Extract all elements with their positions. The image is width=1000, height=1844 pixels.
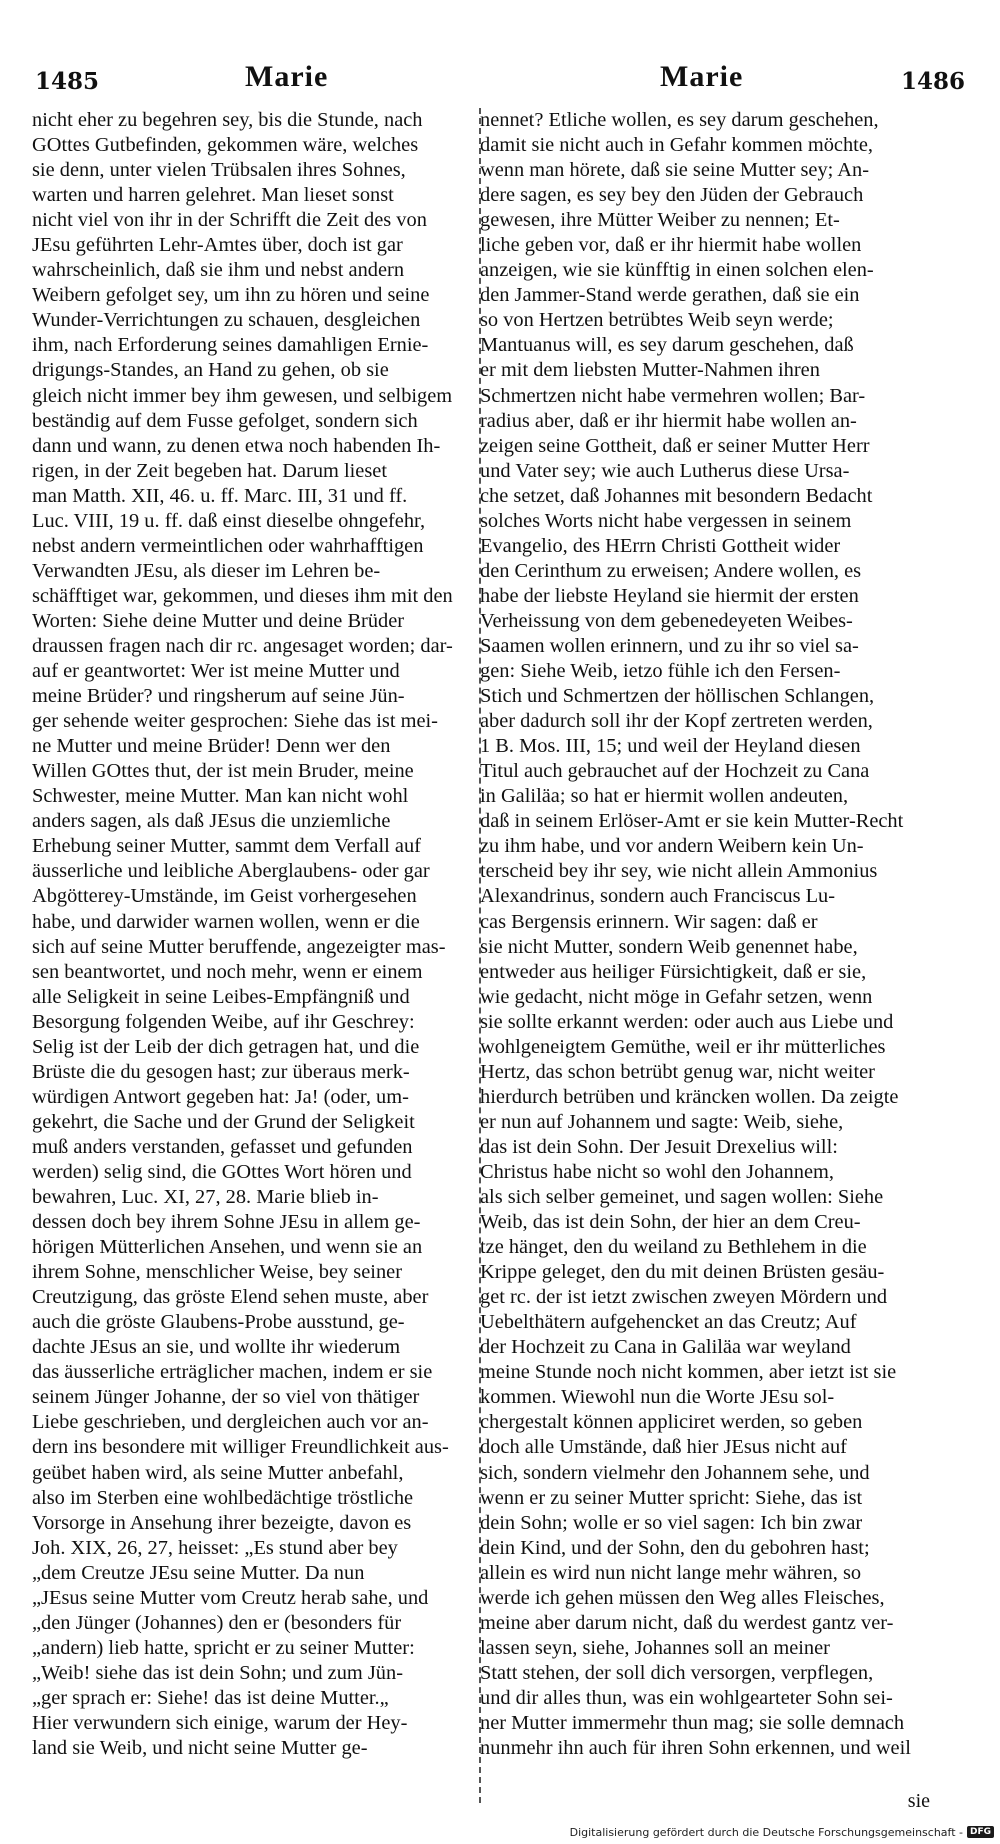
text-line: ner Mutter immermehr thun mag; sie solle demnach bbox=[480, 1712, 905, 1734]
text-line: Joh. XIX, 26, 27, heisset: „Es stund aber bey bbox=[32, 1536, 398, 1559]
text-line: so von Hertzen betrübtes Weib seyn werde; bbox=[480, 309, 834, 332]
text-line: warten und harren gelehret. Man lieset sonst bbox=[32, 184, 394, 207]
text-line: schäfftiget war, gekommen, und dieses ihm mit den bbox=[32, 584, 453, 607]
text-line: gleich nicht immer bey ihm gewesen, und selbigem bbox=[32, 384, 453, 407]
text-line: land sie Weib, und nicht seine Mutter ge- bbox=[32, 1737, 368, 1760]
text-line: muß anders verstanden, gefasset und gefunden bbox=[32, 1135, 413, 1158]
text-line: sie nicht Mutter, sondern Weib genennet habe, bbox=[480, 935, 858, 958]
text-line: bewahren, Luc. XI, 27, 28. Marie blieb in- bbox=[32, 1186, 379, 1209]
text-line: chergestalt können appliciret werden, so geben bbox=[480, 1411, 863, 1434]
text-line: das ist dein Sohn. Der Jesuit Drexelius will: bbox=[480, 1135, 838, 1158]
text-line: seinem Jünger Johanne, der so viel von thätiger bbox=[32, 1386, 420, 1409]
text-line: entweder aus heiliger Fürsichtigkeit, daß er sie, bbox=[480, 960, 867, 983]
text-line: Selig ist der Leib der dich getragen hat, und die bbox=[32, 1035, 420, 1058]
text-line: Statt stehen, der soll dich versorgen, verpflegen, bbox=[480, 1661, 874, 1684]
text-line: den Jammer-Stand werde gerathen, daß sie ein bbox=[480, 284, 860, 307]
text-line: damit sie nicht auch in Gefahr kommen möchte, bbox=[480, 134, 873, 157]
text-line: dein Sohn; wolle er so viel sagen: Ich bin zwar bbox=[480, 1511, 863, 1534]
text-line: wenn er zu seiner Mutter spricht: Siehe, das ist bbox=[480, 1486, 863, 1509]
text-line: zeigen seine Gottheit, daß er seiner Mutter Herr bbox=[480, 434, 870, 457]
text-line: ihrem Sohne, menschlicher Weise, bey seiner bbox=[32, 1261, 402, 1284]
text-line: drigungs-Standes, an Hand zu gehen, ob sie bbox=[32, 359, 389, 382]
text-line: man Matth. XII, 46. u. ff. Marc. III, 31 und ff. bbox=[32, 484, 408, 507]
text-line: den Cerinthum zu erweisen; Andere wollen, es bbox=[480, 559, 862, 582]
text-line: also im Sterben eine wohlbedächtige tröstliche bbox=[32, 1486, 414, 1509]
text-line: nebst andern vermeintlichen oder wahrhafftigen bbox=[32, 534, 424, 557]
text-line: hörigen Mütterlichen Ansehen, und wenn sie an bbox=[32, 1236, 423, 1259]
text-line: Saamen wollen erinnern, und zu ihr so viel sa- bbox=[480, 634, 859, 657]
text-line: wahrscheinlich, daß sie ihm und nebst andern bbox=[32, 259, 405, 282]
text-line: auch die gröste Glaubens-Probe ausstund, ge- bbox=[32, 1311, 405, 1334]
text-line: ne Mutter und meine Brüder! Denn wer den bbox=[32, 735, 391, 758]
text-line: sie denn, unter vielen Trübsalen ihres Sohnes, bbox=[32, 159, 406, 182]
text-line: „andern) lieb hatte, spricht er zu seiner Mutter: bbox=[32, 1636, 415, 1659]
text-line: dessen doch bey ihrem Sohne JEsu in allem ge- bbox=[32, 1211, 421, 1234]
text-line: würdigen Antwort gegeben hat: Ja! (oder, um- bbox=[32, 1085, 409, 1108]
text-line: der Hochzeit zu Cana in Galiläa war weyland bbox=[480, 1336, 851, 1359]
text-line: Brüste die du gesogen hast; zur überaus merk- bbox=[32, 1060, 410, 1083]
text-line: Mantuanus will, es sey darum geschehen, daß bbox=[480, 334, 854, 357]
text-line: und dir alles thun, was ein wohlgearteter Sohn sei- bbox=[480, 1686, 893, 1709]
text-line: „den Jünger (Johannes) den er (besonders für bbox=[32, 1611, 402, 1634]
text-line: sen beantwortet, und noch mehr, wenn er einem bbox=[32, 960, 423, 983]
text-line: Liebe geschrieben, und dergleichen auch vor an- bbox=[32, 1411, 429, 1434]
text-line: er nun auf Johannem und sagte: Weib, siehe, bbox=[480, 1110, 844, 1133]
text-line: Schwester, meine Mutter. Man kan nicht wohl bbox=[32, 785, 409, 808]
right-running-title: Marie bbox=[660, 60, 744, 93]
text-line: habe der liebste Heyland sie hiermit der ersten bbox=[480, 584, 859, 607]
text-line: gewesen, ihre Mütter Weiber zu nennen; Et- bbox=[480, 209, 840, 232]
text-line: „JEsus seine Mutter vom Creutz herab sahe, und bbox=[32, 1586, 429, 1609]
footer-text: Digitalisierung gefördert durch die Deutsche Forschungsgemeinschaft - bbox=[569, 1825, 963, 1839]
text-line: Hier verwundern sich einige, warum der Hey- bbox=[32, 1712, 408, 1734]
text-line: anders sagen, als daß JEsus die unziemliche bbox=[32, 810, 391, 833]
text-line: kommen. Wiewohl nun die Worte JEsu sol- bbox=[480, 1386, 835, 1409]
text-line: auf er geantwortet: Wer ist meine Mutter und bbox=[32, 660, 400, 683]
text-line: gekehrt, die Sache und der Grund der Seligkeit bbox=[32, 1110, 415, 1133]
text-line: Verwandten JEsu, als dieser im Lehren be- bbox=[32, 559, 381, 582]
text-line: „Weib! siehe das ist dein Sohn; und zum Jün- bbox=[32, 1661, 403, 1684]
text-line: lassen seyn, siehe, Johannes soll an meiner bbox=[480, 1636, 830, 1659]
text-line: sie sollte erkannt werden: oder auch aus Liebe und bbox=[480, 1010, 894, 1033]
running-header bbox=[35, 60, 965, 100]
text-line: Christus habe nicht so wohl den Johannem, bbox=[480, 1160, 834, 1183]
text-line: nennet? Etliche wollen, es sey darum geschehen, bbox=[480, 109, 879, 131]
text-line: get rc. der ist ietzt zwischen zweyen Mördern und bbox=[480, 1286, 888, 1309]
text-line: Worten: Siehe deine Mutter und deine Brüder bbox=[32, 609, 405, 632]
text-line: cas Bergensis erinnern. Wir sagen: daß er bbox=[480, 910, 818, 933]
text-line: sich auf seine Mutter beruffende, angezeigter mas- bbox=[32, 935, 446, 958]
text-line: dachte JEsus an sie, und wollte ihr wiederum bbox=[32, 1336, 401, 1359]
text-line: Hertz, das schon betrübt genug war, nicht weiter bbox=[480, 1060, 875, 1083]
text-line: tze hänget, den du weiland zu Bethlehem in die bbox=[480, 1236, 867, 1259]
text-line: draussen fragen nach dir rc. angesaget worden; dar- bbox=[32, 634, 453, 657]
text-line: GOttes Gutbefinden, gekommen wäre, welches bbox=[32, 134, 419, 157]
text-line: gen: Siehe Weib, ietzo fühle ich den Fersen- bbox=[480, 660, 841, 683]
right-text-column bbox=[480, 108, 927, 1761]
text-line: werden) selig sind, die GOttes Wort hören und bbox=[32, 1160, 412, 1183]
text-line: Besorgung folgenden Weibe, auf ihr Geschrey: bbox=[32, 1010, 415, 1033]
text-line: Abgötterey-Umstände, im Geist vorhergesehen bbox=[32, 885, 417, 908]
text-line: liche geben vor, daß er ihr hiermit habe wollen bbox=[480, 234, 862, 257]
text-line: alle Seligkeit in seine Leibes-Empfängniß und bbox=[32, 985, 410, 1008]
text-line: dere sagen, es sey bey den Jüden der Gebrauch bbox=[480, 184, 864, 207]
text-line: Schmertzen nicht habe vermehren wollen; Bar- bbox=[480, 384, 866, 407]
text-line: Willen GOttes thut, der ist mein Bruder, meine bbox=[32, 760, 414, 783]
text-line: radius aber, daß er ihr hiermit habe wollen an- bbox=[480, 409, 857, 432]
text-line: allein es wird nun nicht lange mehr währen, so bbox=[480, 1561, 862, 1584]
text-line: Alexandrinus, sondern auch Franciscus Lu- bbox=[480, 885, 836, 908]
text-line: „dem Creutze JEsu seine Mutter. Da nun bbox=[32, 1561, 365, 1584]
text-line: äusserliche und leibliche Aberglaubens- oder gar bbox=[32, 860, 430, 883]
text-line: anzeigen, wie sie künfftig in einen solchen elen- bbox=[480, 259, 874, 282]
text-line: Creutzigung, das gröste Elend sehen muste, aber bbox=[32, 1286, 429, 1309]
text-line: meine Stunde noch nicht kommen, aber ietzt ist sie bbox=[480, 1361, 897, 1384]
text-line: Krippe geleget, den du mit deinen Brüsten gesäu- bbox=[480, 1261, 885, 1284]
text-line: hierdurch betrüben und kräncken wollen. Da zeigte bbox=[480, 1085, 899, 1108]
text-line: Uebelthätern aufgehencket an das Creutz; Auf bbox=[480, 1311, 857, 1334]
text-line: Luc. VIII, 19 u. ff. daß einst dieselbe ohngefehr, bbox=[32, 509, 426, 532]
text-line: daß in seinem Erlöser-Amt er sie kein Mutter-Recht bbox=[480, 810, 904, 833]
text-line: als sich selber gemeinet, und sagen wollen: Siehe bbox=[480, 1186, 884, 1209]
text-line: doch alle Umstände, daß hier JEsus nicht auf bbox=[480, 1436, 847, 1459]
text-line: er mit dem liebsten Mutter-Nahmen ihren bbox=[480, 359, 820, 382]
left-running-title: Marie bbox=[245, 60, 329, 93]
text-line: habe, und darwider warnen wollen, wenn er die bbox=[32, 910, 420, 933]
text-line: terscheid bey ihr sey, wie nicht allein Ammonius bbox=[480, 860, 878, 883]
text-line: nunmehr ihn auch für ihren Sohn erkennen, und weil bbox=[480, 1737, 911, 1760]
text-line: solches Worts nicht habe vergessen in seinem bbox=[480, 509, 852, 532]
text-line: Stich und Schmertzen der höllischen Schlangen, bbox=[480, 685, 875, 708]
text-line: nicht eher zu begehren sey, bis die Stunde, nach bbox=[32, 109, 423, 131]
catchword: sie bbox=[907, 1790, 930, 1812]
text-line: beständig auf dem Fusse gefolget, sondern sich bbox=[32, 409, 418, 432]
text-line: Weib, das ist dein Sohn, der hier an dem Creu- bbox=[480, 1211, 861, 1234]
text-line: dern ins besondere mit williger Freundlichkeit aus- bbox=[32, 1436, 449, 1459]
text-line: wenn man hörete, daß sie seine Mutter sey; An- bbox=[480, 159, 870, 182]
text-line: und Vater sey; wie auch Lutherus diese Ursa- bbox=[480, 459, 850, 482]
text-line: meine aber darum nicht, daß du werdest gantz ver- bbox=[480, 1611, 894, 1634]
left-text-column bbox=[32, 108, 479, 1761]
text-line: sich, sondern vielmehr den Johannem sehe, und bbox=[480, 1461, 870, 1484]
left-page-number: 1485 bbox=[35, 68, 100, 95]
text-line: dann und wann, zu denen etwa noch habenden Ih- bbox=[32, 434, 441, 457]
text-line: „ger sprach er: Siehe! das ist deine Mutter.„ bbox=[32, 1686, 389, 1709]
text-line: che setzet, daß Johannes mit besondern Bedacht bbox=[480, 484, 873, 507]
text-line: ger sehende weiter gesprochen: Siehe das ist mei- bbox=[32, 710, 438, 733]
text-line: das äusserliche erträglicher machen, indem er sie bbox=[32, 1361, 433, 1384]
text-line: nicht viel von ihr in der Schrifft die Zeit des von bbox=[32, 209, 427, 232]
text-line: Erhebung seiner Mutter, sammt dem Verfall auf bbox=[32, 835, 421, 858]
text-line: werde ich gehen müssen den Weg alles Fleisches, bbox=[480, 1586, 885, 1609]
text-line: wie gedacht, nicht möge in Gefahr setzen, wenn bbox=[480, 985, 873, 1008]
text-line: Evangelio, des HErrn Christi Gottheit wider bbox=[480, 534, 841, 557]
text-line: aber dadurch soll ihr der Kopf zertreten werden, bbox=[480, 710, 873, 733]
text-line: JEsu geführten Lehr-Amtes über, doch ist gar bbox=[32, 234, 403, 257]
footer-credit bbox=[570, 1824, 994, 1840]
text-line: dein Kind, und der Sohn, den du gebohren hast; bbox=[480, 1536, 870, 1559]
dfg-logo: DFG bbox=[967, 1826, 994, 1838]
text-line: ihm, nach Erforderung seines damahligen Ernie- bbox=[32, 334, 429, 357]
text-line: meine Brüder? und ringsherum auf seine Jün- bbox=[32, 685, 405, 708]
text-line: Vorsorge in Ansehung ihrer bezeigte, davon es bbox=[32, 1511, 412, 1534]
text-line: zu ihm habe, und vor andern Weibern kein Un- bbox=[480, 835, 864, 858]
text-line: geübet haben wird, als seine Mutter anbefahl, bbox=[32, 1461, 404, 1484]
text-line: Verheissung von dem gebenedeyeten Weibes- bbox=[480, 609, 853, 632]
text-line: wohlgeneigtem Gemüthe, weil er ihr mütterliches bbox=[480, 1035, 886, 1058]
text-line: Weibern gefolget sey, um ihn zu hören und seine bbox=[32, 284, 430, 307]
text-line: 1 B. Mos. III, 15; und weil der Heyland diesen bbox=[480, 735, 861, 758]
text-line: rigen, in der Zeit begeben hat. Darum lieset bbox=[32, 459, 388, 482]
text-line: in Galiläa; so hat er hiermit wollen andeuten, bbox=[480, 785, 849, 808]
right-page-number: 1486 bbox=[900, 68, 965, 95]
text-line: Titul auch gebrauchet auf der Hochzeit zu Cana bbox=[480, 760, 870, 783]
text-line: Wunder-Verrichtungen zu schauen, desgleichen bbox=[32, 309, 421, 332]
